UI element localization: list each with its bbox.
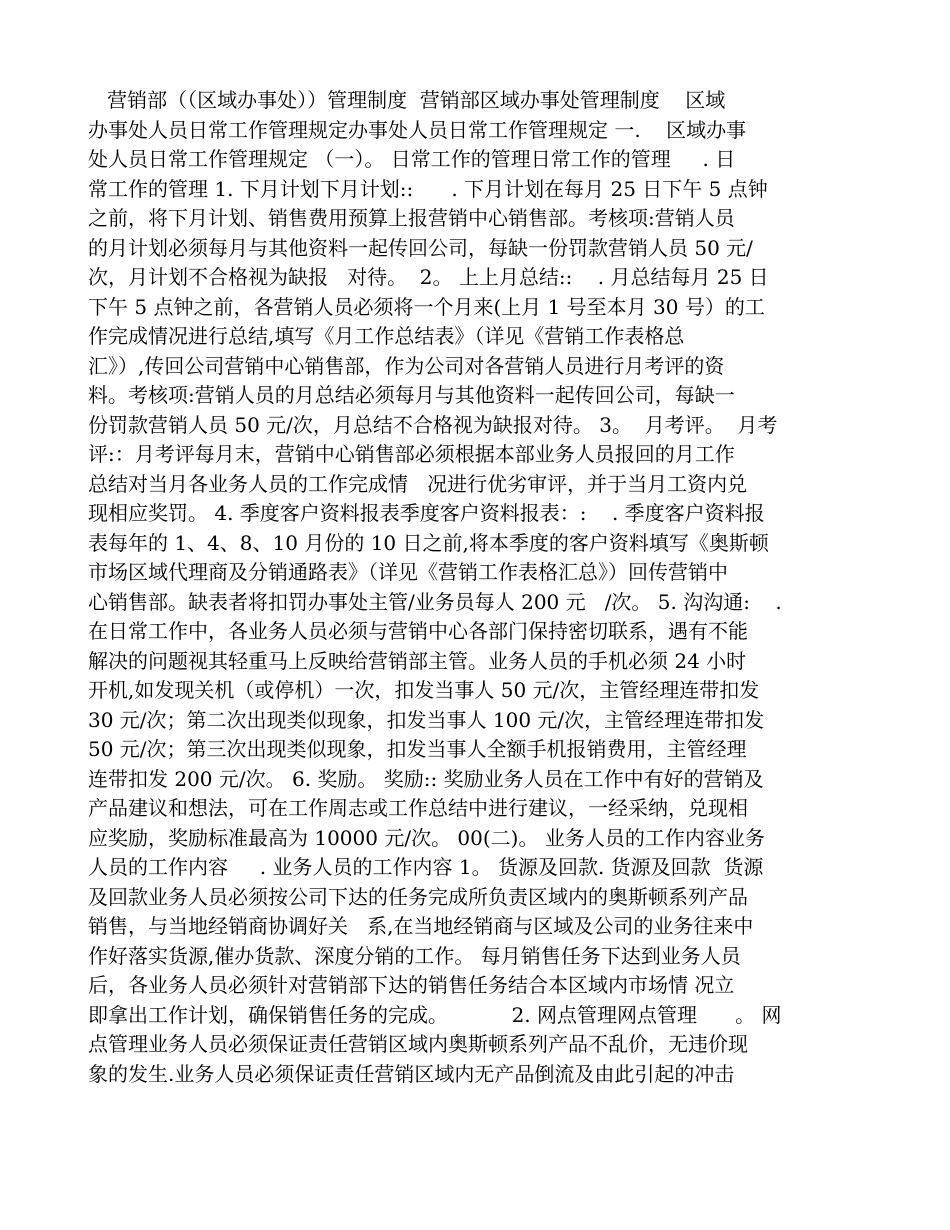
text-line: 料。考核项:营销人员的月总结必须每月与其他资料一起传回公司，每缺一 [88,383,735,407]
text-line: 办事处人员日常工作管理规定办事处人员日常工作管理规定 一. 区域办事 [88,117,747,142]
text-line: 作好落实货源,催办货款、深度分销的工作。 每月销售任务下达到业务人员 [88,943,741,968]
text-line: 即拿出工作计划，确保销售任务的完成。 2. 网点管理网点管理 。 网 [88,1002,782,1027]
text-line: 之前，将下月计划、销售费用预算上报营销中心销售部。考核项:营销人员 [88,206,735,230]
text-line: 后，各业务人员必须针对营销部下达的销售任务结合本区域内市场情 况立 [88,973,735,997]
text-line: 30 元/次；第二次出现类似现象，扣发当事人 100 元/次，主管经理连带扣发 [88,707,765,732]
text-line: 汇》）,传回公司营销中心销售部，作为公司对各营销人员进行月考评的资 [88,353,725,378]
text-line: 50 元/次；第三次出现类似现象，扣发当事人全额手机报销费用，主管经理 [88,737,747,761]
text-line: 心销售部。缺表者将扣罚办事处主管/业务员每人 200 元 /次。 5. 沟沟通: . [88,589,782,614]
text-line: 评:：月考评每月末，营销中心销售部必须根据本部业务人员报回的月工作 [88,442,735,466]
text-line: 作完成情况进行总结,填写《月工作总结表》（详见《营销工作表格总 [88,324,685,348]
text-line: 点管理业务人员必须保证责任营销区域内奥斯顿系列产品不乱价，无违价现 [88,1032,748,1056]
text-line: 市场区域代理商及分销通路表》（详见《营销工作表格汇总》）回传营销中 [88,560,728,584]
text-line: 在日常工作中，各业务人员必须与营销中心各部门保持密切联系，遇有不能 [88,619,748,643]
text-line: 销售，与当地经销商协调好关 系,在当地经销商与区域及公司的业务往来中 [88,914,754,938]
text-line: 的月计划必须每月与其他资料一起传回公司，每缺一份罚款营销人员 50 元/ [88,235,753,260]
text-line: 现相应奖罚。 4. 季度客户资料报表季度客户资料报表：: . 季度客户资料报 [88,501,765,525]
text-line: 应奖励，奖励标准最高为 10000 元/次。 00(二)。 业务人员的工作内容业务 [88,825,765,850]
text-line: 象的发生.业务人员必须保证责任营销区域内无产品倒流及由此引起的冲击 [88,1061,735,1086]
text-line: 连带扣发 200 元/次。 6. 奖励。 奖励:: 奖励业务人员在工作中有好的营销及 [88,766,764,791]
text-line: 人员的工作内容 . 业务人员的工作内容 1。 货源及回款. 货源及回款 货源 [88,855,764,879]
document-body-text [88,86,860,1089]
text-line: 下午 5 点钟之前，各营销人员必须将一个月来(上月 1 号至本月 30 号）的工 [88,294,765,319]
text-line: 表每年的 1、4、8、10 月份的 10 日之前,将本季度的客户资料填写《奥斯顿 [88,530,769,555]
text-line: 解决的问题视其轻重马上反映给营销部主管。业务人员的手机必须 24 小时 [88,648,747,673]
text-line: 处人员日常工作管理规定 （一）。 日常工作的管理日常工作的管理 . 日 [88,147,736,171]
text-line: 产品建议和想法，可在工作周志或工作总结中进行建议，一经采纳，兑现相 [88,796,748,820]
text-line: 总结对当月各业务人员的工作完成情 况进行优劣审评，并于当月工资内兑 [88,471,748,496]
text-line: 开机,如发现关机（或停机）一次，扣发当事人 50 元/次，主管经理连带扣发 [88,678,760,702]
text-line: 及回款业务人员必须按公司下达的任务完成所负责区域内的奥斯顿系列产品 [88,884,748,909]
text-line: 营销部（（区域办事处））管理制度 营销部区域办事处管理制度 区域 [88,88,726,112]
text-line: 常工作的管理 1. 下月计划下月计划:: . 下月计划在每月 25 日下午 5 点钟 [88,176,768,201]
text-line: 份罚款营销人员 50 元/次，月总结不合格视为缺报对待。 3。 月考评。 月考 [88,412,778,437]
text-line: 次，月计划不合格视为缺报 对待。 2。 上上月总结:: . 月总结每月 25 日 [88,265,769,289]
